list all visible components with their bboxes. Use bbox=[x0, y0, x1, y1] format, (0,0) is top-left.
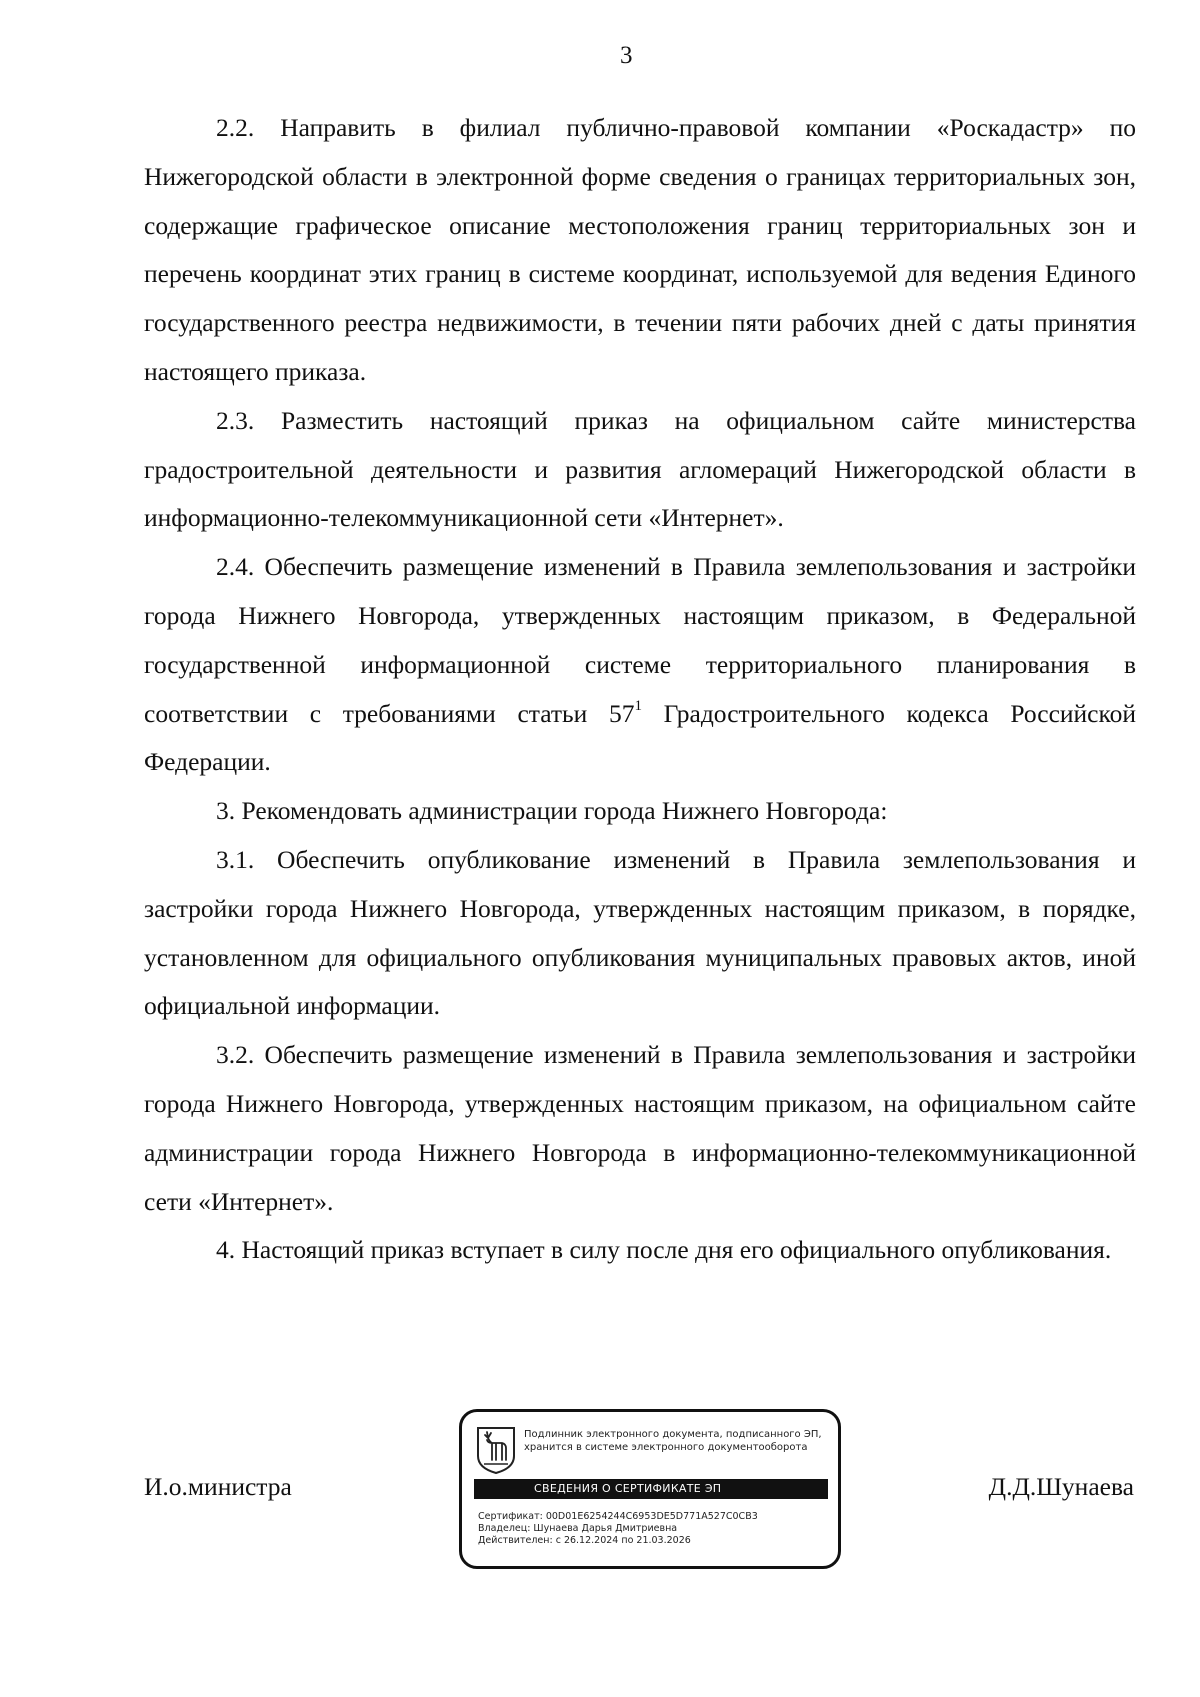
stamp-header bbox=[524, 1428, 830, 1454]
paragraph-4: 4. Настоящий приказ вступает в силу после дня его официального опубликования. bbox=[216, 1235, 1112, 1265]
paragraph-2-3: 2.3. Разместить настоящий приказ на официальном сайте министерства градостроительной деятельности и развития агломераций Нижегородской области в информационно-телекоммуникационной сети «Интернет». bbox=[144, 405, 1136, 533]
article-superscript: 1 bbox=[634, 698, 642, 715]
paragraph-3-1: 3.1. Обеспечить опубликование изменений в Правила землепользования и застройки города Нижнего Новгорода, утвержденных настоящим приказом, в порядке, установленном для официального опубликования муниципальных правовых актов, иной официальной информации. bbox=[144, 844, 1136, 1021]
certificate-details bbox=[478, 1511, 828, 1547]
signer-position: И.о.министра bbox=[144, 1472, 292, 1501]
paragraph-2-4-text: 2.4. Обеспечить размещение изменений в Правила землепользования и застройки города Нижнего Новгорода, утвержденных настоящим приказом, в Федеральной государственной информационной системе территориального планирования в соответствии с требованиями статьи 57 bbox=[144, 552, 1136, 728]
certificate-info-bar: СВЕДЕНИЯ О СЕРТИФИКАТЕ ЭП bbox=[474, 1479, 828, 1499]
document-body bbox=[144, 104, 1136, 1275]
paragraph-3-2: 3.2. Обеспечить размещение изменений в Правила землепользования и застройки города Нижнего Новгорода, утвержденных настоящим приказом, на официальном сайте администрации города Нижнего Новгорода в информационно-телекоммуникационной сети «Интернет». bbox=[144, 1040, 1136, 1216]
certificate-owner: Владелец: Шунаева Дарья Дмитриевна bbox=[478, 1523, 678, 1534]
page-number: 3 bbox=[620, 42, 633, 69]
paragraph-3: 3. Рекомендовать администрации города Нижнего Новгорода: bbox=[216, 796, 888, 826]
paragraph-2-2: 2.2. Направить в филиал публично-правовой компании «Роскадастр» по Нижегородской области в электронной форме сведения о границах территориальных зон, содержащие графическое описание местоположения границ территориальных зон и перечень координат этих границ в системе координат, используемой для ведения Единого государственного реестра недвижимости, в течении пяти рабочих дней с даты принятия настоящего приказа. bbox=[144, 113, 1136, 386]
signer-name: Д.Д.Шунаева bbox=[988, 1472, 1134, 1501]
paragraph-2-4 bbox=[144, 543, 1136, 787]
paragraph-2-4-tail: Градостроительного кодекса Российской Федерации. bbox=[144, 698, 1136, 777]
electronic-signature-stamp bbox=[459, 1409, 841, 1569]
deer-coat-of-arms-icon bbox=[476, 1426, 516, 1474]
certificate-number: Сертификат: 00D01E6254244C6953DE5D771A527C0CB3 bbox=[478, 1511, 758, 1522]
certificate-validity: Действителен: с 26.12.2024 по 21.03.2026 bbox=[478, 1535, 691, 1546]
stamp-header-line: хранится в системе электронного документооборота bbox=[524, 1442, 808, 1453]
stamp-header-line: Подлинник электронного документа, подписанного ЭП, bbox=[524, 1429, 822, 1440]
